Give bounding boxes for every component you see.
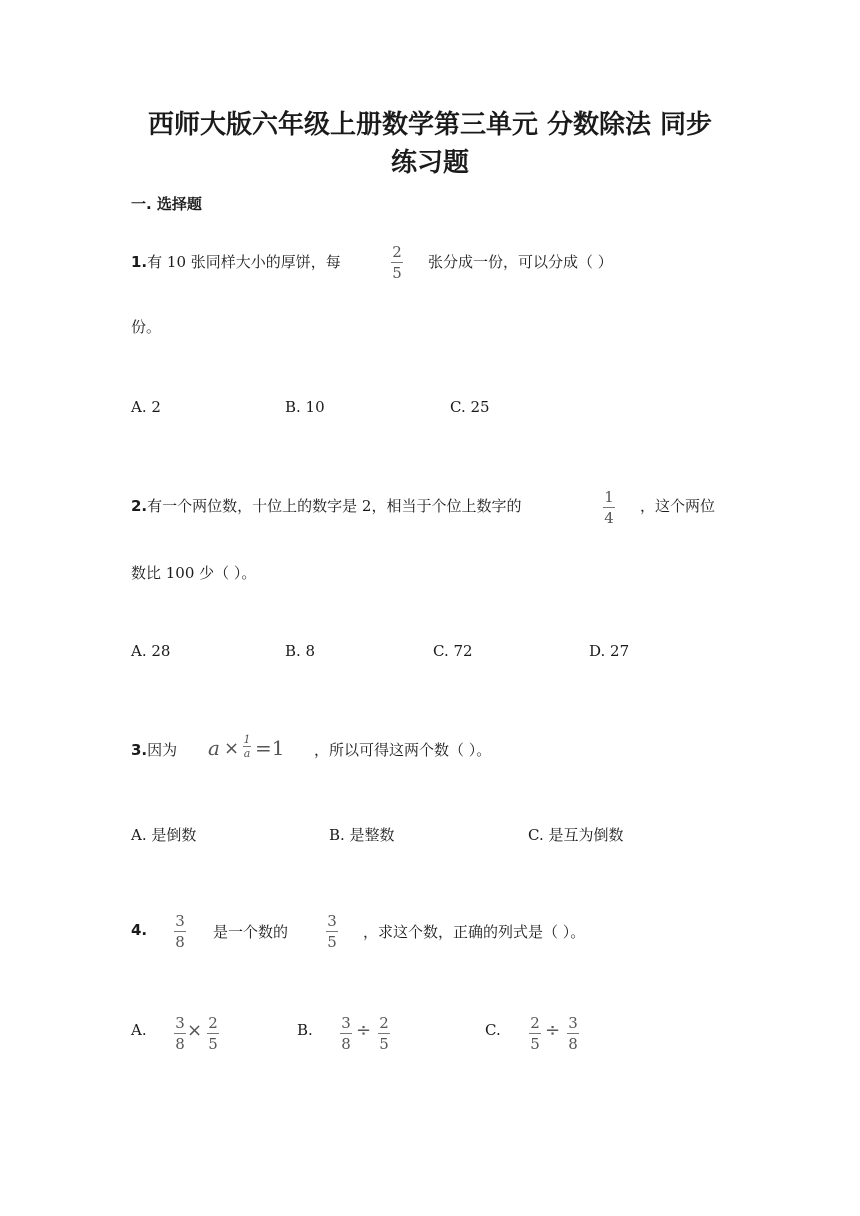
question-1-option-c[interactable]: C. 25 [450, 398, 490, 416]
fraction-denominator: 8 [341, 1035, 351, 1053]
question-1-number: 1. [131, 253, 148, 271]
question-2-line1 [131, 495, 521, 516]
option-b-operator: ÷ [356, 1020, 372, 1041]
option-b-fraction-1 [340, 1015, 352, 1052]
fraction-numerator: 3 [341, 1014, 351, 1032]
fraction-denominator: 5 [379, 1035, 389, 1053]
fraction-denominator: 5 [392, 264, 402, 282]
math-equals-one: =1 [255, 736, 285, 760]
fraction-numerator: 2 [530, 1014, 540, 1032]
page-title-line1: 西师大版六年级上册数学第三单元 分数除法 同步 [147, 110, 713, 140]
fraction-denominator: 5 [327, 933, 337, 951]
fraction-denominator: a [243, 747, 251, 760]
question-4-text-b: ，求这个数，正确的列式是（ ）。 [363, 923, 586, 941]
fraction-bar [174, 931, 186, 932]
question-4-number [131, 921, 147, 939]
fraction-denominator: 8 [568, 1035, 578, 1053]
fraction-bar [378, 1033, 390, 1034]
fraction-bar [207, 1033, 219, 1034]
question-1-text-b: 张分成一份，可以分成（ ） [428, 253, 613, 271]
fraction-numerator: 2 [208, 1014, 218, 1032]
fraction-numerator: 3 [175, 912, 185, 930]
option-c-fraction-2 [567, 1015, 579, 1052]
fraction-numerator: 1 [604, 488, 614, 506]
fraction-bar [391, 262, 403, 263]
question-4-fraction-1 [174, 913, 186, 950]
question-4-fraction-2 [326, 913, 338, 950]
math-variable-a: a [208, 736, 220, 760]
question-2-number: 2. [131, 497, 148, 515]
question-3-line1 [131, 739, 177, 760]
question-1-text-c: 份。 [131, 318, 162, 336]
option-c-fraction-1 [529, 1015, 541, 1052]
question-2-text-a: 有一个两位数，十位上的数字是 2，相当于个位上数字的 [147, 497, 522, 515]
question-3-option-a[interactable]: A. 是倒数 [131, 826, 197, 844]
question-3-text-a: 因为 [147, 741, 178, 759]
question-4-option-a-label[interactable]: A. [131, 1021, 147, 1039]
page-title-line2: 练习题 [390, 148, 469, 178]
fraction-numerator: 2 [379, 1014, 389, 1032]
question-3-option-b[interactable]: B. 是整数 [329, 826, 395, 844]
question-2-option-c[interactable]: C. 72 [433, 642, 473, 660]
question-3-text-b: ，所以可得这两个数（ ）。 [314, 741, 492, 759]
question-4-text-a: 是一个数的 [213, 923, 289, 941]
fraction-numerator: 3 [175, 1014, 185, 1032]
question-1-option-b[interactable]: B. 10 [285, 398, 325, 416]
fraction-bar [567, 1033, 579, 1034]
question-3-fraction [243, 734, 251, 759]
question-2-option-d[interactable]: D. 27 [589, 642, 630, 660]
fraction-numerator: 3 [327, 912, 337, 930]
question-4-option-c-label[interactable]: C. [485, 1021, 501, 1039]
option-a-fraction-1 [174, 1015, 186, 1052]
fraction-bar [326, 931, 338, 932]
question-3-option-c[interactable]: C. 是互为倒数 [528, 826, 624, 844]
question-2-option-b[interactable]: B. 8 [285, 642, 316, 660]
fraction-denominator: 4 [604, 509, 614, 527]
fraction-bar [529, 1033, 541, 1034]
question-1-text-a: 有 10 张同样大小的厚饼，每 [147, 253, 341, 271]
question-2-text-c: 数比 100 少（ ）。 [131, 564, 257, 582]
option-a-operator: × [187, 1020, 203, 1041]
question-3-number: 3. [131, 741, 148, 759]
fraction-numerator: 1 [243, 733, 251, 746]
fraction-bar [603, 507, 615, 508]
fraction-numerator: 2 [392, 243, 402, 261]
option-c-operator: ÷ [545, 1020, 561, 1041]
question-2-fraction [603, 489, 615, 526]
fraction-denominator: 5 [208, 1035, 218, 1053]
question-4-number-label: 4. [131, 921, 148, 939]
fraction-denominator: 5 [530, 1035, 540, 1053]
question-1-line1 [131, 251, 341, 272]
math-times-sign: × [224, 738, 240, 759]
question-1-option-a[interactable]: A. 2 [131, 398, 161, 416]
question-1-fraction [391, 244, 403, 281]
fraction-bar [340, 1033, 352, 1034]
option-b-fraction-2 [378, 1015, 390, 1052]
fraction-numerator: 3 [568, 1014, 578, 1032]
fraction-denominator: 8 [175, 1035, 185, 1053]
section-heading: 一. 选择题 [131, 195, 202, 213]
question-2-option-a[interactable]: A. 28 [131, 642, 171, 660]
question-2-text-b: ，这个两位 [640, 497, 716, 515]
question-4-option-b-label[interactable]: B. [297, 1021, 313, 1039]
fraction-bar [174, 1033, 186, 1034]
fraction-denominator: 8 [175, 933, 185, 951]
option-a-fraction-2 [207, 1015, 219, 1052]
